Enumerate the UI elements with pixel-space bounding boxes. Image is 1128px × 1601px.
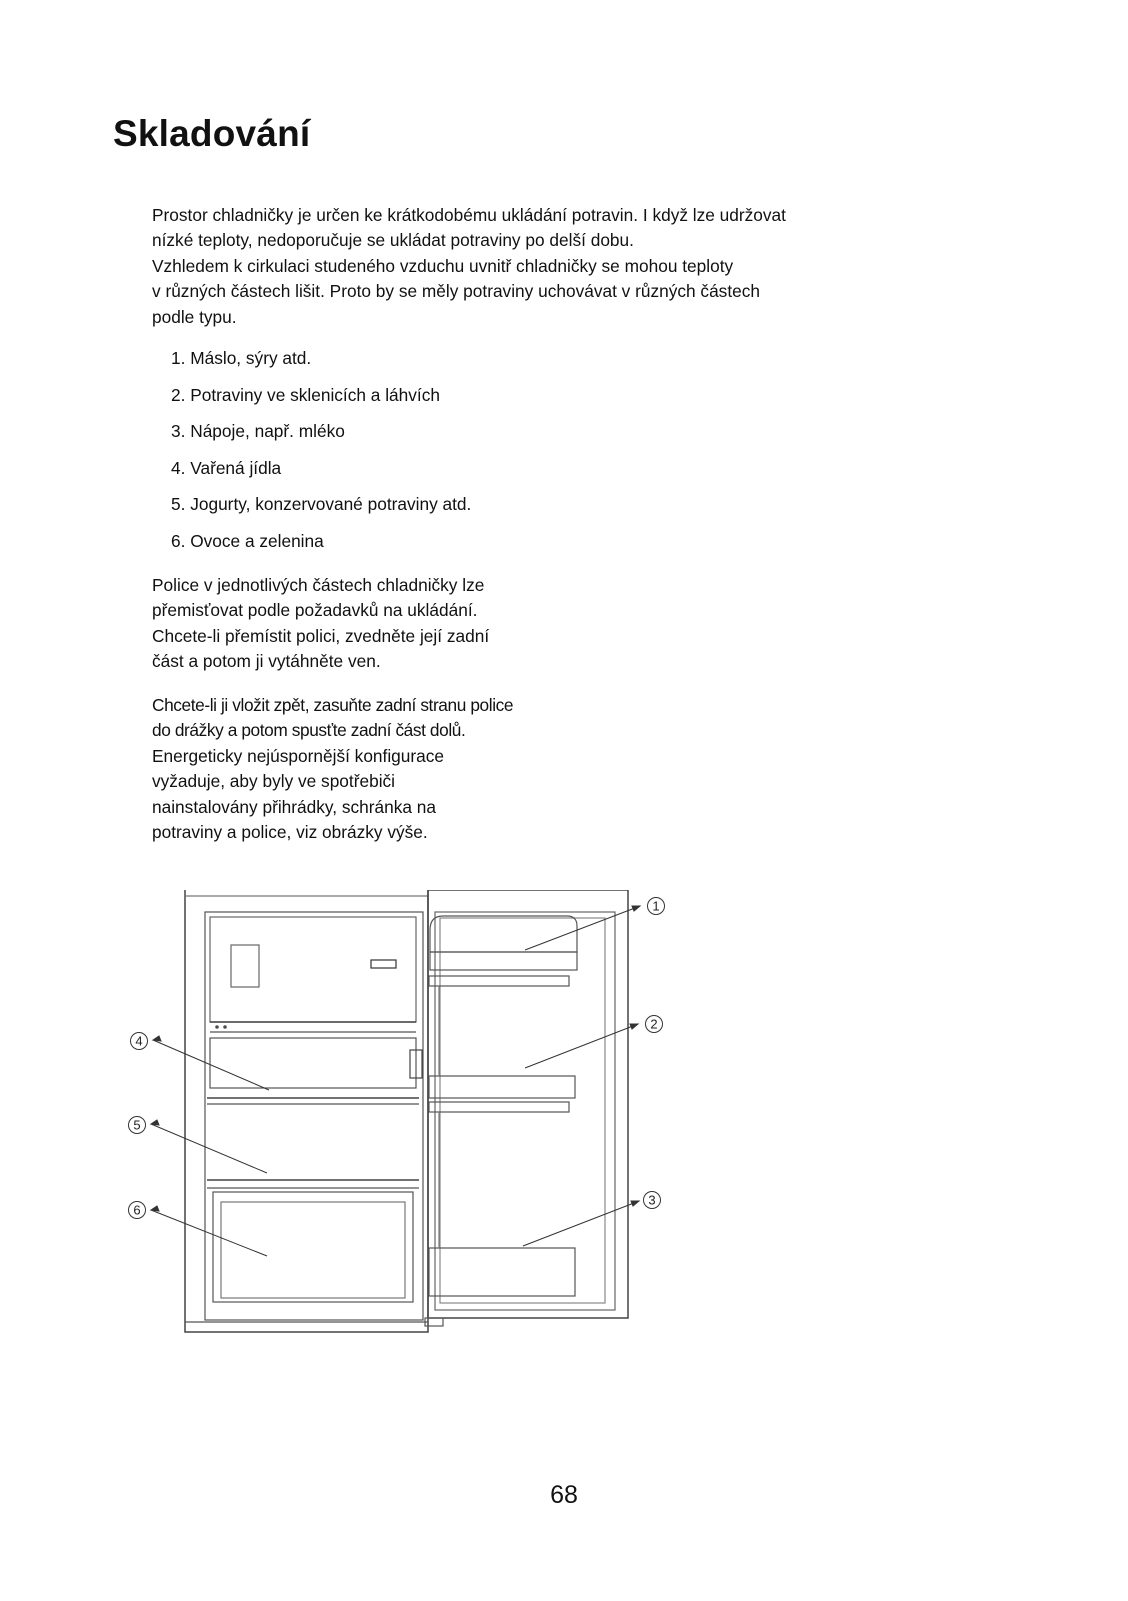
storage-list xyxy=(171,348,471,567)
shelves-line: Police v jednotlivých částech chladničky lze xyxy=(152,575,485,595)
door-bin-jars xyxy=(429,976,569,986)
intro-line: Vzhledem k cirkulaci studeného vzduchu uvnitř chladničky se mohou teploty xyxy=(152,255,734,276)
cabinet-inner xyxy=(205,912,423,1320)
callout-3 xyxy=(644,1192,661,1209)
callout-arrows xyxy=(151,906,640,1256)
intro-paragraph xyxy=(152,203,786,330)
list-item: 1. Máslo, sýry atd. xyxy=(171,348,312,368)
intro-line: v různých částech lišit. Proto by se měly potraviny uchovávat v různých částech xyxy=(152,281,760,302)
list-item: 4. Vařená jídla xyxy=(171,457,282,478)
door-inner xyxy=(435,912,615,1310)
callout-6 xyxy=(129,1202,146,1219)
list-item: 2. Potraviny ve sklenicích a láhvích xyxy=(171,384,440,405)
door-bin-butter xyxy=(430,916,577,952)
shelves-line: přemisťovat podle požadavků na ukládání. xyxy=(152,600,478,621)
svg-text:1: 1 xyxy=(652,898,660,914)
shelves-line: část a potom ji vytáhněte ven. xyxy=(152,651,381,672)
shelves-paragraph xyxy=(152,573,489,675)
svg-text:6: 6 xyxy=(133,1202,141,1218)
door-bin-bottles xyxy=(429,1102,569,1112)
freezer-box xyxy=(231,945,259,987)
list-item: 6. Ovoce a zelenina xyxy=(171,530,324,551)
page-number: 68 xyxy=(550,1481,578,1509)
svg-text:4: 4 xyxy=(135,1033,143,1049)
shelves-line: Chcete-li přemístit polici, zvedněte její zadní xyxy=(152,625,490,646)
freezer-compartment xyxy=(210,917,416,1022)
svg-text:3: 3 xyxy=(648,1192,656,1208)
energy-line: nainstalovány přihrádky, schránka na xyxy=(152,796,437,817)
energy-paragraph xyxy=(152,744,444,846)
intro-line: podle typu. xyxy=(152,306,237,327)
reinsert-line: Chcete-li ji vložit zpět, zasuňte zadní stranu police xyxy=(152,695,514,715)
reinsert-paragraph xyxy=(152,693,513,744)
callout-2 xyxy=(646,1016,663,1033)
list-item: 5. Jogurty, konzervované potraviny atd. xyxy=(171,494,472,514)
fridge-diagram xyxy=(125,890,685,1365)
svg-text:5: 5 xyxy=(133,1117,141,1133)
door-outline xyxy=(428,890,628,1318)
reinsert-line: do drážky a potom spusťte zadní část dolů. xyxy=(152,720,466,741)
callout-1 xyxy=(648,898,665,915)
energy-line: vyžaduje, aby byly ve spotřebiči xyxy=(152,771,396,792)
intro-line: Prostor chladničky je určen ke krátkodobému ukládání potravin. I když lze udržovat xyxy=(152,205,786,225)
intro-line: nízké teploty, nedoporučuje se ukládat potraviny po delší dobu. xyxy=(152,230,634,251)
chiller-tray xyxy=(210,1038,416,1088)
callout-5 xyxy=(129,1117,146,1134)
page-title: Skladování xyxy=(113,113,311,154)
callout-4 xyxy=(131,1033,148,1050)
svg-text:2: 2 xyxy=(650,1016,658,1032)
energy-line: potraviny a police, viz obrázky výše. xyxy=(152,822,428,843)
energy-line: Energeticky nejúspornější konfigurace xyxy=(152,746,445,766)
list-item: 3. Nápoje, např. mléko xyxy=(171,421,345,441)
control-panel xyxy=(371,960,396,968)
